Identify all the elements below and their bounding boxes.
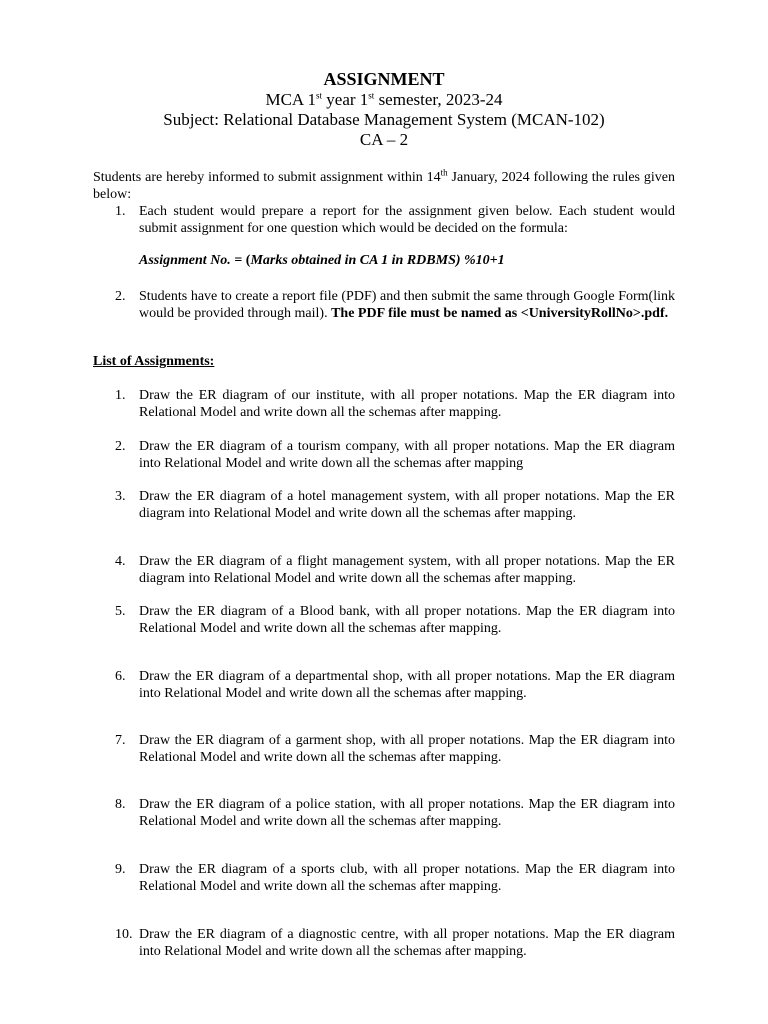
course-line-part-1: MCA 1 (265, 90, 317, 109)
assignment-number: 10. (115, 927, 133, 942)
assignment-text: Draw the ER diagram of a flight management system, with all proper notations. Map the ER diagram into Relational Model and write down all the schemas after mapping. (139, 554, 675, 586)
assignment-item (115, 387, 675, 421)
ca-line: CA – 2 (359, 130, 409, 149)
assignment-item (115, 861, 675, 895)
course-line (0, 90, 768, 110)
intro-text-part-2: January, 2024 following the rules given below: (93, 170, 675, 202)
assignment-text: Draw the ER diagram of a garment shop, with all proper notations. Map the ER diagram into Relational Model and write down all the schemas after mapping. (139, 733, 675, 765)
assignment-number: 9. (115, 862, 126, 877)
course-line-part-3: semester, 2023-24 (374, 90, 503, 109)
assignment-number: 1. (115, 388, 126, 403)
assignment-number: 2. (115, 439, 126, 454)
assignment-text: Draw the ER diagram of a tourism company, with all proper notations. Map the ER diagram into Relational Model and write down all the schemas after mapping (139, 439, 675, 471)
formula-part-2: Marks obtained in CA 1 in RDBMS (250, 253, 456, 268)
intro-sup: th (440, 167, 448, 178)
assignment-text: Draw the ER diagram of our institute, with all proper notations. Map the ER diagram into Relational Model and write down all the schemas after mapping. (139, 388, 675, 420)
formula-part-1: Assignment No. = (139, 253, 246, 268)
assignment-text: Draw the ER diagram of a diagnostic centre, with all proper notations. Map the ER diagram into Relational Model and write down all the schemas after mapping. (139, 927, 675, 959)
assignment-item (115, 668, 675, 702)
subject-line: Subject: Relational Database Management System (MCAN-102) (163, 110, 605, 129)
assignment-item (115, 796, 675, 830)
intro-text-part-1: Students are hereby informed to submit assignment within 14 (93, 170, 441, 185)
rule-item (115, 288, 675, 322)
assignment-item (115, 438, 675, 472)
assignment-number: 5. (115, 604, 126, 619)
course-line-sup-1: st (316, 90, 323, 101)
rule-item (115, 203, 675, 237)
document-title: ASSIGNMENT (323, 69, 445, 89)
formula-paren-open: ( (245, 253, 251, 268)
rule-text (139, 288, 675, 322)
assignment-item (115, 553, 675, 587)
assignment-formula (139, 252, 505, 269)
assignment-item (115, 603, 675, 637)
assignment-text: Draw the ER diagram of a Blood bank, with all proper notations. Map the ER diagram into Relational Model and write down all the schemas after mapping. (139, 604, 675, 636)
assignment-item (115, 926, 675, 960)
rule-text: Each student would prepare a report for the assignment given below. Each student would submit assignment for one question which would be decided on the formula: (139, 204, 675, 236)
document-header (0, 68, 768, 150)
assignment-number: 4. (115, 554, 126, 569)
assignment-item (115, 732, 675, 766)
intro-paragraph (93, 169, 675, 203)
course-line-part-2: year 1 (322, 90, 369, 109)
rule-text-plain: Students have to create a report file (PDF) and then submit the same through Google Form(link would be provided through mail). (139, 289, 675, 321)
list-heading: List of Assignments: (93, 354, 215, 369)
course-line-sup-2: st (368, 90, 375, 101)
assignment-text: Draw the ER diagram of a police station, with all proper notations. Map the ER diagram into Relational Model and write down all the schemas after mapping. (139, 797, 675, 829)
assignment-text: Draw the ER diagram of a departmental shop, with all proper notations. Map the ER diagram into Relational Model and write down all the schemas after mapping. (139, 669, 675, 701)
rule-number: 1. (115, 204, 126, 219)
assignment-number: 8. (115, 797, 126, 812)
assignment-item (115, 488, 675, 522)
assignment-number: 7. (115, 733, 126, 748)
assignment-text: Draw the ER diagram of a hotel management system, with all proper notations. Map the ER diagram into Relational Model and write down all the schemas after mapping. (139, 489, 675, 521)
assignment-text: Draw the ER diagram of a sports club, with all proper notations. Map the ER diagram into Relational Model and write down all the schemas after mapping. (139, 862, 675, 894)
rule-text-bold: The PDF file must be named as <UniversityRollNo>.pdf. (331, 306, 669, 321)
rule-number: 2. (115, 289, 126, 304)
formula-part-3: ) %10+1 (455, 253, 505, 268)
assignment-number: 3. (115, 489, 126, 504)
assignment-number: 6. (115, 669, 126, 684)
